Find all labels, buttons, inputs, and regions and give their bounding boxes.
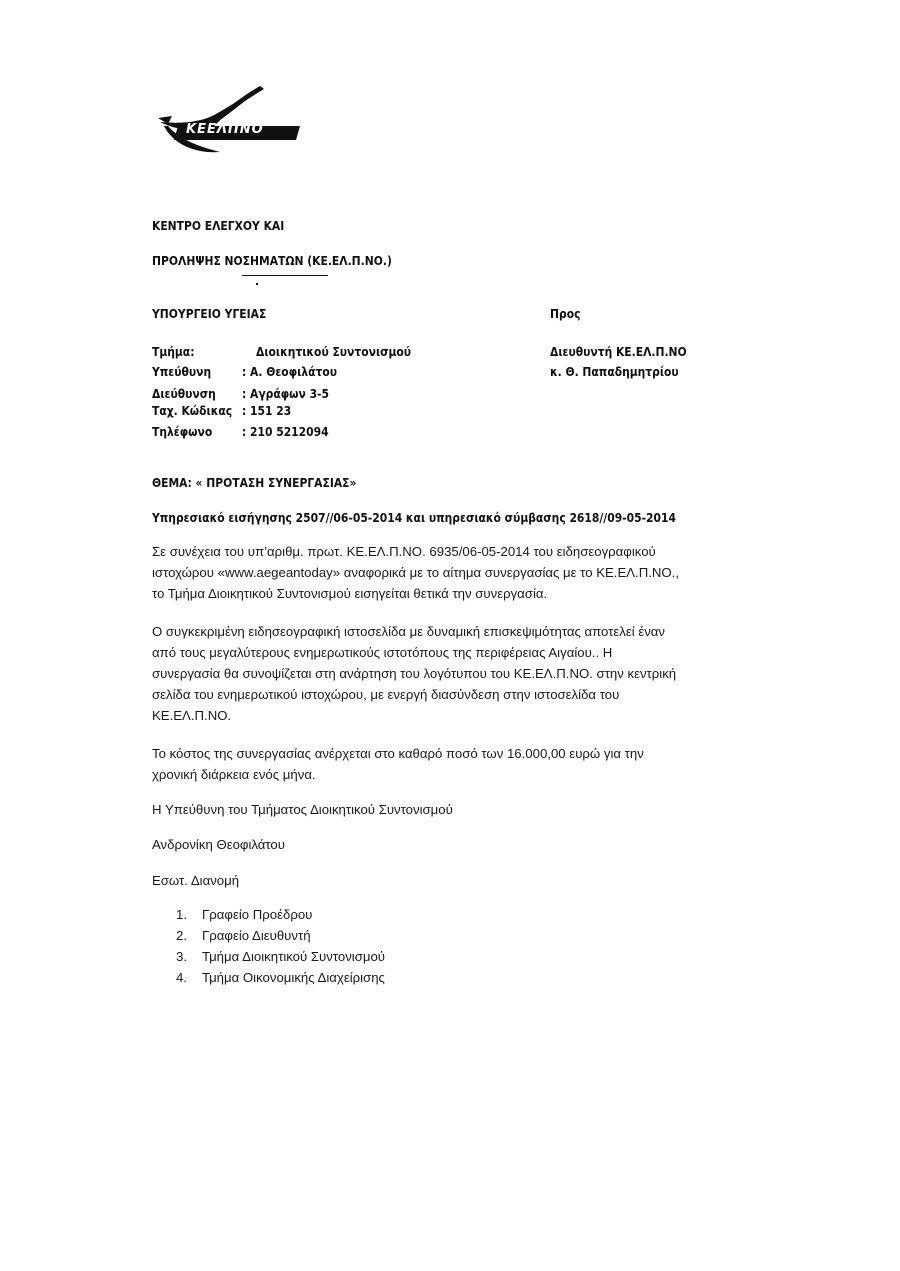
sender-label-phone: Τηλέφωνο [152, 424, 213, 439]
organization-logo [150, 82, 310, 162]
list-item-number: 4. [176, 970, 187, 985]
paragraph-3 [152, 743, 724, 785]
list-item [176, 904, 385, 925]
sender-value-address: : Αγράφων 3-5 [242, 386, 330, 401]
paragraph-1-line: Σε συνέχεια του υπ’αριθμ. πρωτ. ΚΕ.ΕΛ.Π.ΝΟ. 6935/06-05-2014 του ειδησεογραφικού [152, 544, 656, 559]
ministry-name: ΥΠΟΥΡΓΕΙΟ ΥΓΕΙΑΣ [152, 306, 267, 321]
paragraph-2 [152, 621, 724, 726]
sender-value-phone: : 210 5212094 [242, 424, 329, 439]
reference-line: Υπηρεσιακό εισήγησης 2507//06-05-2014 και υπηρεσιακό σύμβασης 2618//09-05-2014 [152, 510, 676, 525]
signature-name: Ανδρονίκη Θεοφιλάτου [152, 837, 285, 852]
signature-title: Η Υπεύθυνη του Τμήματος Διοικητικού Συντονισμού [152, 802, 453, 817]
sender-value-department: Διοικητικού Συντονισμού [256, 344, 412, 359]
distribution-heading: Εσωτ. Διανομή [152, 873, 240, 888]
paragraph-2-line: ΚΕ.ΕΛ.Π.ΝΟ. [152, 708, 232, 723]
sender-value-responsible: : Α. Θεοφιλάτου [242, 364, 337, 379]
sender-label-address: Διεύθυνση [152, 386, 216, 401]
recipient-line2: κ. Θ. Παπαδημητρίου [550, 364, 679, 379]
paragraph-1-line: ιστοχώρου «www.aegeantoday» αναφορικά με το αίτημα συνεργασίας με το ΚΕ.ΕΛ.Π.ΝΟ., [152, 565, 680, 580]
list-item [176, 946, 385, 967]
header-divider-dot [256, 283, 258, 285]
organization-name-line2: ΠΡΟΛΗΨΗΣ ΝΟΣΗΜΑΤΩΝ (ΚΕ.ΕΛ.Π.ΝΟ.) [152, 253, 392, 268]
list-item [176, 967, 385, 988]
paragraph-2-line: από τους μεγαλύτερους ενημερωτικούς ιστοτόπους της περιφέρειας Αιγαίου.. Η [152, 645, 613, 660]
organization-name-line1: ΚΕΝΤΡΟ ΕΛΕΓΧΟΥ ΚΑΙ [152, 218, 285, 233]
header-divider [242, 275, 328, 276]
paragraph-2-line: Ο συγκεκριμένη ειδησεογραφική ιστοσελίδα με δυναμική επισκεψιμότητας αποτελεί έναν [152, 624, 666, 639]
list-item-number: 1. [176, 907, 187, 922]
list-item-text: Γραφείο Προέδρου [202, 907, 313, 922]
paragraph-3-line: Το κόστος της συνεργασίας ανέρχεται στο καθαρό ποσό των 16.000,00 ευρώ για την [152, 746, 644, 761]
list-item-number: 2. [176, 928, 187, 943]
sender-label-postcode: Ταχ. Κώδικας [152, 403, 233, 418]
paragraph-1 [152, 541, 724, 604]
recipient-to-label: Προς [550, 306, 581, 321]
list-item [176, 925, 385, 946]
list-item-text: Τμήμα Οικονομικής Διαχείρισης [202, 970, 385, 985]
distribution-list [176, 904, 385, 988]
paragraph-1-line: το Τμήμα Διοικητικού Συντονισμού εισηγείται θετικά την συνεργασία. [152, 586, 548, 601]
sender-label-responsible: Υπεύθυνη [152, 364, 212, 379]
list-item-text: Γραφείο Διευθυντή [202, 928, 311, 943]
list-item-number: 3. [176, 949, 187, 964]
sender-value-postcode: : 151 23 [242, 403, 292, 418]
paragraph-2-line: συνεργασία θα συνοψίζεται στη ανάρτηση του λογότυπου του ΚΕ.ΕΛ.Π.ΝΟ. στην κεντρική [152, 666, 677, 681]
subject-line: ΘΕΜΑ: « ΠΡΟΤΑΣΗ ΣΥΝΕΡΓΑΣΙΑΣ» [152, 475, 357, 490]
list-item-text: Τμήμα Διοικητικού Συντονισμού [202, 949, 386, 964]
sender-label-department: Τμήμα: [152, 344, 195, 359]
logo-text: ΚΕΕΛΠΝΟ [186, 122, 264, 137]
paragraph-3-line: χρονική διάρκεια ενός μήνα. [152, 767, 316, 782]
recipient-line1: Διευθυντή ΚΕ.ΕΛ.Π.ΝΟ [550, 344, 687, 359]
paragraph-2-line: σελίδα του ενημερωτικού ιστοχώρου, με ενεργή διασύνδεση στην ιστοσελίδα του [152, 687, 620, 702]
